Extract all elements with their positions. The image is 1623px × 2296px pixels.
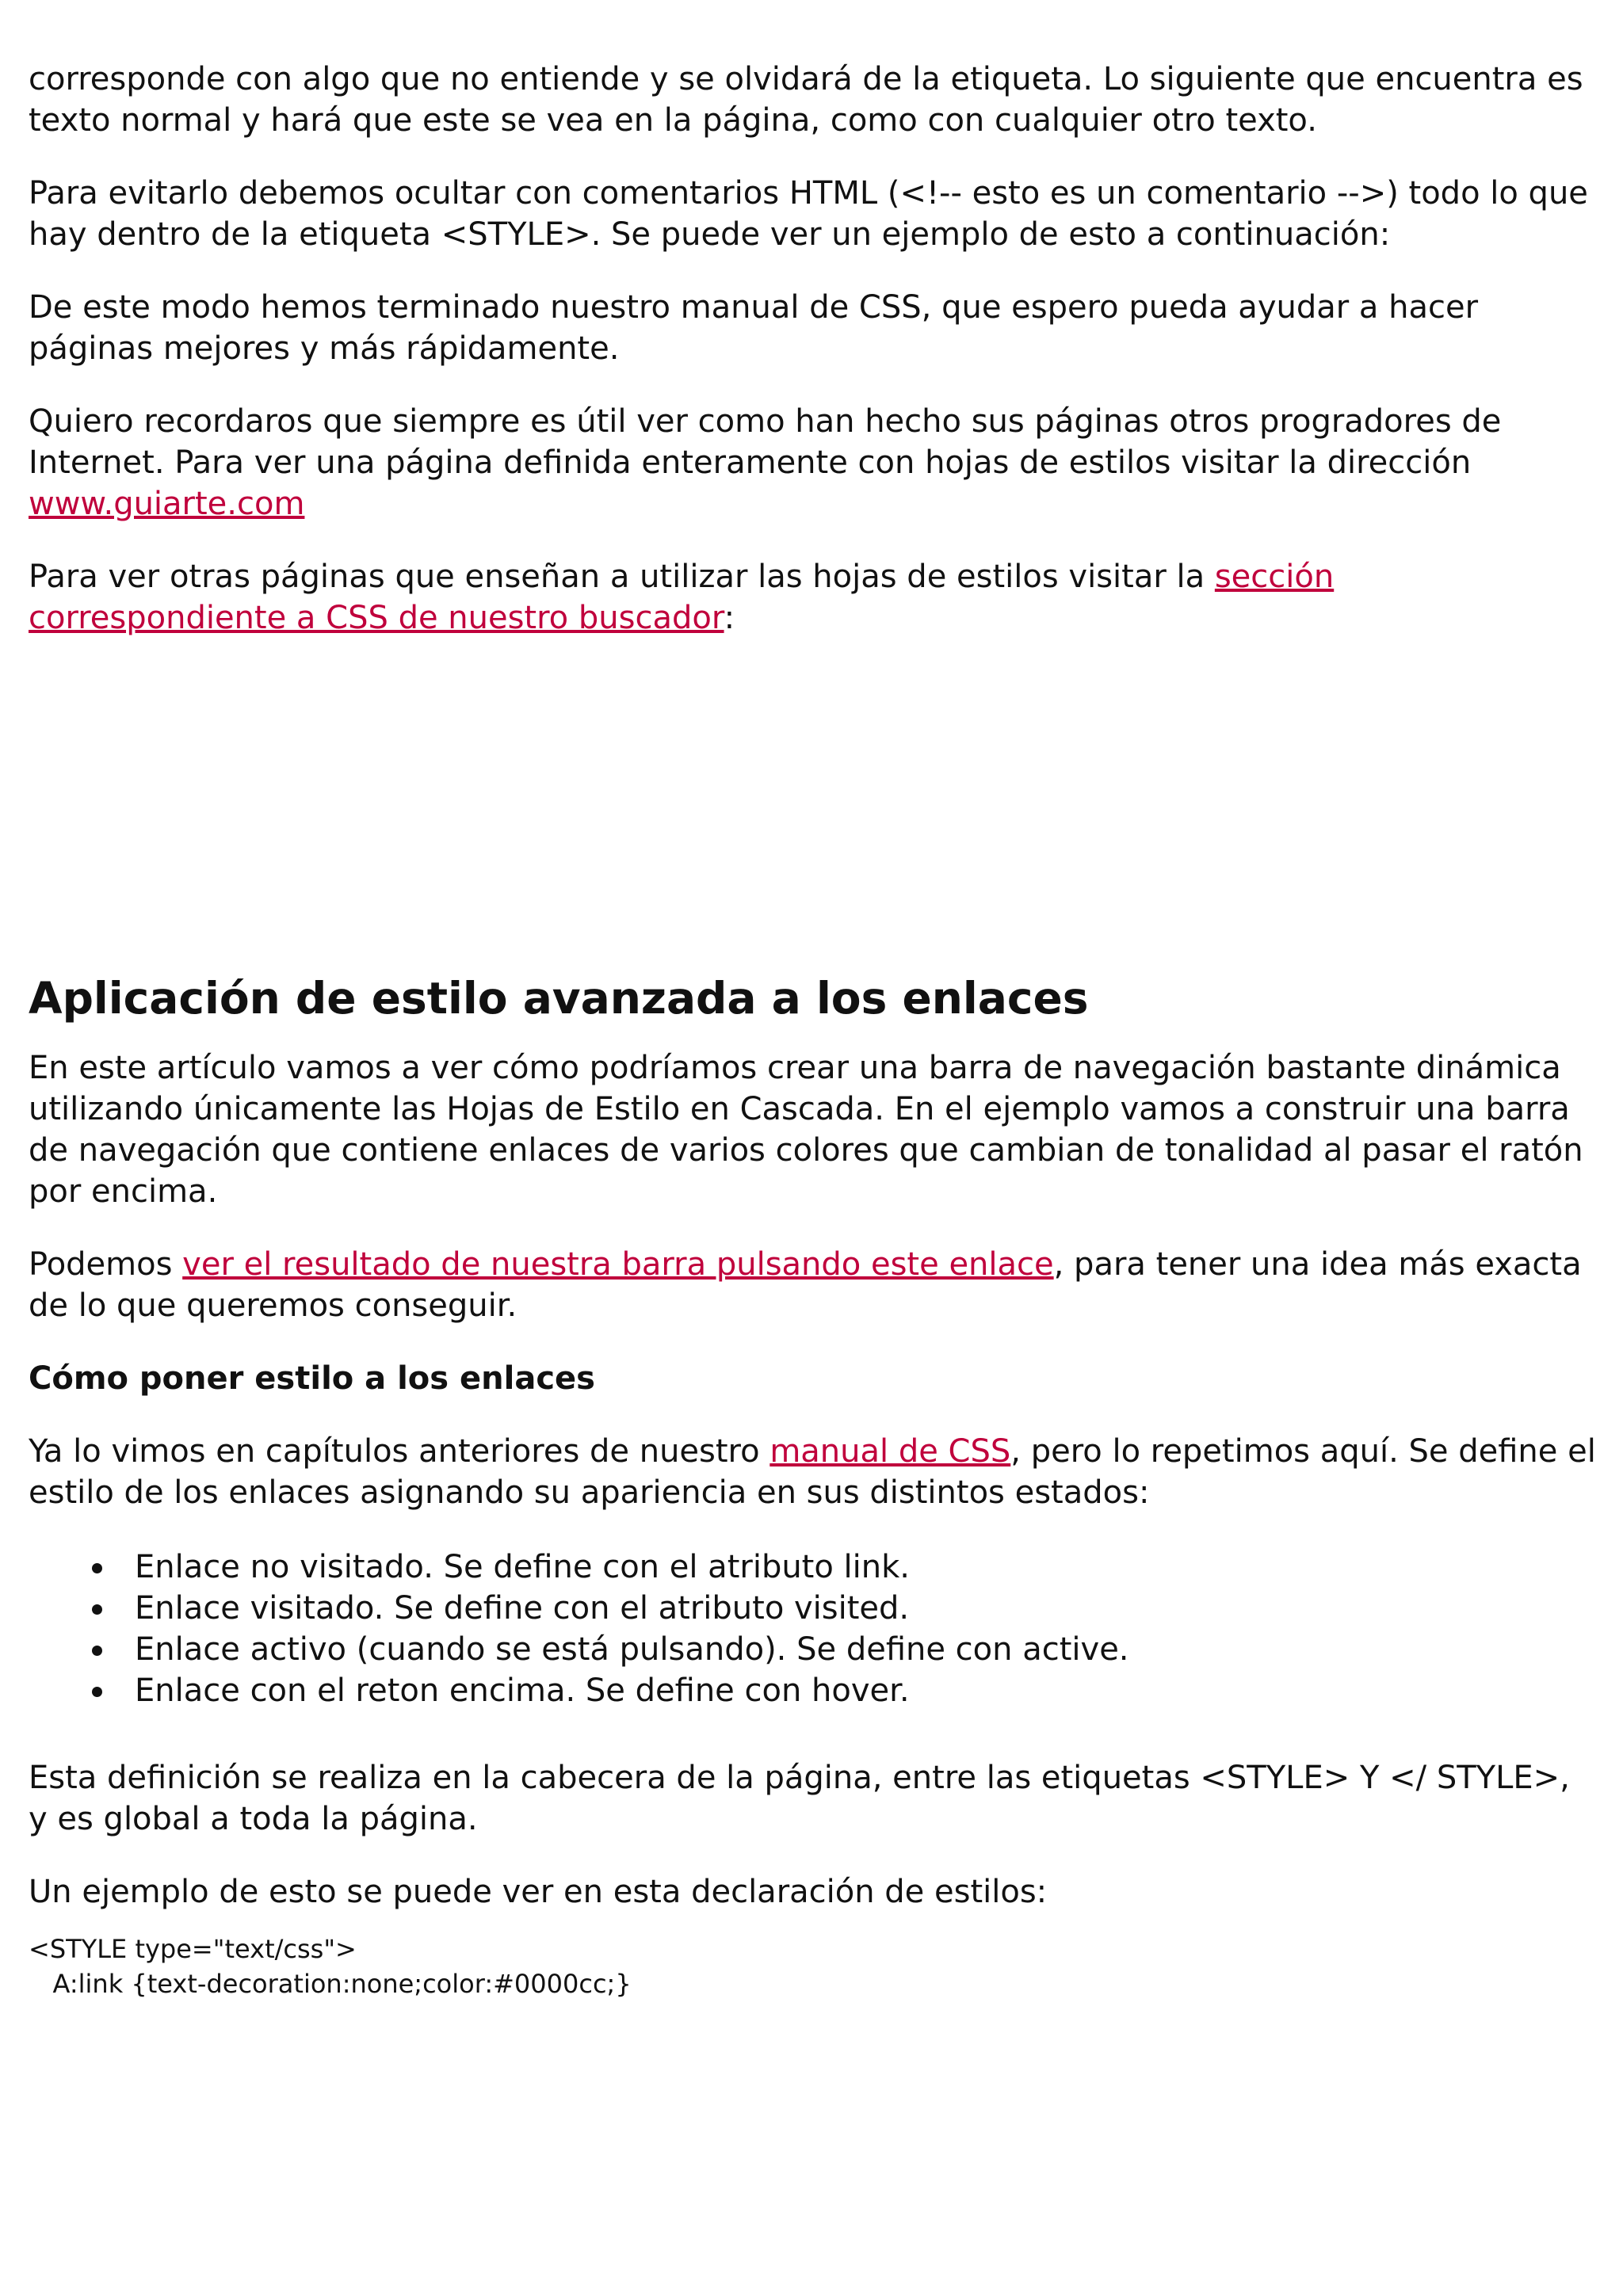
link-states-list: [29, 1547, 1598, 1711]
list-item: [92, 1588, 1598, 1629]
paragraph-link-states: [29, 1431, 1598, 1513]
bullet-icon: [92, 1687, 102, 1697]
code-line-style-open: <STYLE type="text/css">: [29, 1934, 357, 1964]
bullet-icon: [92, 1604, 102, 1615]
vertical-spacer: [29, 670, 1598, 970]
list-item-text: Enlace visitado. Se define con el atributo visited.: [135, 1590, 910, 1627]
article-title: Aplicación de estilo avanzada a los enlaces: [29, 973, 1089, 1024]
paragraph-link-states-after: , pero lo repetimos aquí. Se define el estilo de los enlaces asignando su apariencia en sus distintos estados:: [29, 1433, 1596, 1511]
guiarte-link[interactable]: www.guiarte.com: [29, 486, 305, 522]
bullet-icon: [92, 1646, 102, 1656]
paragraph-style-comment-intro: corresponde con algo que no entiende y se olvidará de la etiqueta. Lo siguiente que encuentra es texto normal y hará que este se vea en la página, como con cualquier otro texto.: [29, 61, 1583, 139]
paragraph-guiarte: [29, 401, 1598, 524]
bullet-icon: [92, 1563, 102, 1573]
list-item-text: Enlace con el reton encima. Se define con hover.: [135, 1672, 910, 1709]
paragraph-guiarte-text: Quiero recordaros que siempre es útil ver como han hecho sus páginas otros progradores de Internet. Para ver una página definida enteramente con hojas de estilos visitar la dirección: [29, 403, 1502, 481]
list-item-text: Enlace no visitado. Se define con el atributo link.: [135, 1549, 911, 1585]
paragraph-example-intro: Un ejemplo de esto se puede ver en esta declaración de estilos:: [29, 1874, 1048, 1910]
paragraph-header-definition: Esta definición se realiza en la cabecera de la página, entre las etiquetas <STYLE> Y </ STYLE>, y es global a toda la página.: [29, 1760, 1570, 1837]
paragraph-article-intro: En este artículo vamos a ver cómo podríamos crear una barra de navegación bastante dinámica utilizando únicamente las Hojas de Estilo en Cascada. En el ejemplo vamos a construir una barra de navegación que contiene enlaces de varios colores que cambian de tonalidad al pasar el ratón por encima.: [29, 1050, 1583, 1210]
document-page: [29, 63, 1598, 2001]
css-search-section-link[interactable]: sección correspondiente a CSS de nuestro buscador: [29, 559, 1335, 636]
paragraph-search-colon: :: [724, 600, 735, 636]
paragraph-search-section: [29, 556, 1598, 639]
paragraph-result-before: Podemos: [29, 1246, 183, 1283]
list-item: [92, 1629, 1598, 1670]
paragraph-search-text: Para ver otras páginas que enseñan a utilizar las hojas de estilos visitar la: [29, 559, 1215, 595]
paragraph-link-states-before: Ya lo vimos en capítulos anteriores de nuestro: [29, 1433, 770, 1470]
code-line-link-rule: A:link {text-decoration:none;color:#0000cc;}: [29, 1969, 632, 1999]
section-subtitle: Cómo poner estilo a los enlaces: [29, 1360, 595, 1397]
list-item: [92, 1547, 1598, 1588]
list-item: [92, 1670, 1598, 1711]
result-bar-link[interactable]: ver el resultado de nuestra barra pulsando este enlace: [182, 1246, 1054, 1283]
paragraph-hide-with-comments: Para evitarlo debemos ocultar con comentarios HTML (<!-- esto es un comentario -->) todo lo que hay dentro de la etiqueta <STYLE>. Se puede ver un ejemplo de esto a continuación:: [29, 175, 1588, 253]
paragraph-result-link: [29, 1244, 1598, 1326]
paragraph-result-after: , para tener una idea más exacta de lo que queremos conseguir.: [29, 1246, 1582, 1324]
list-item-text: Enlace activo (cuando se está pulsando). Se define con active.: [135, 1631, 1129, 1668]
paragraph-manual-end: De este modo hemos terminado nuestro manual de CSS, que espero pueda ayudar a hacer páginas mejores y más rápidamente.: [29, 289, 1479, 367]
css-manual-link[interactable]: manual de CSS: [769, 1433, 1011, 1470]
